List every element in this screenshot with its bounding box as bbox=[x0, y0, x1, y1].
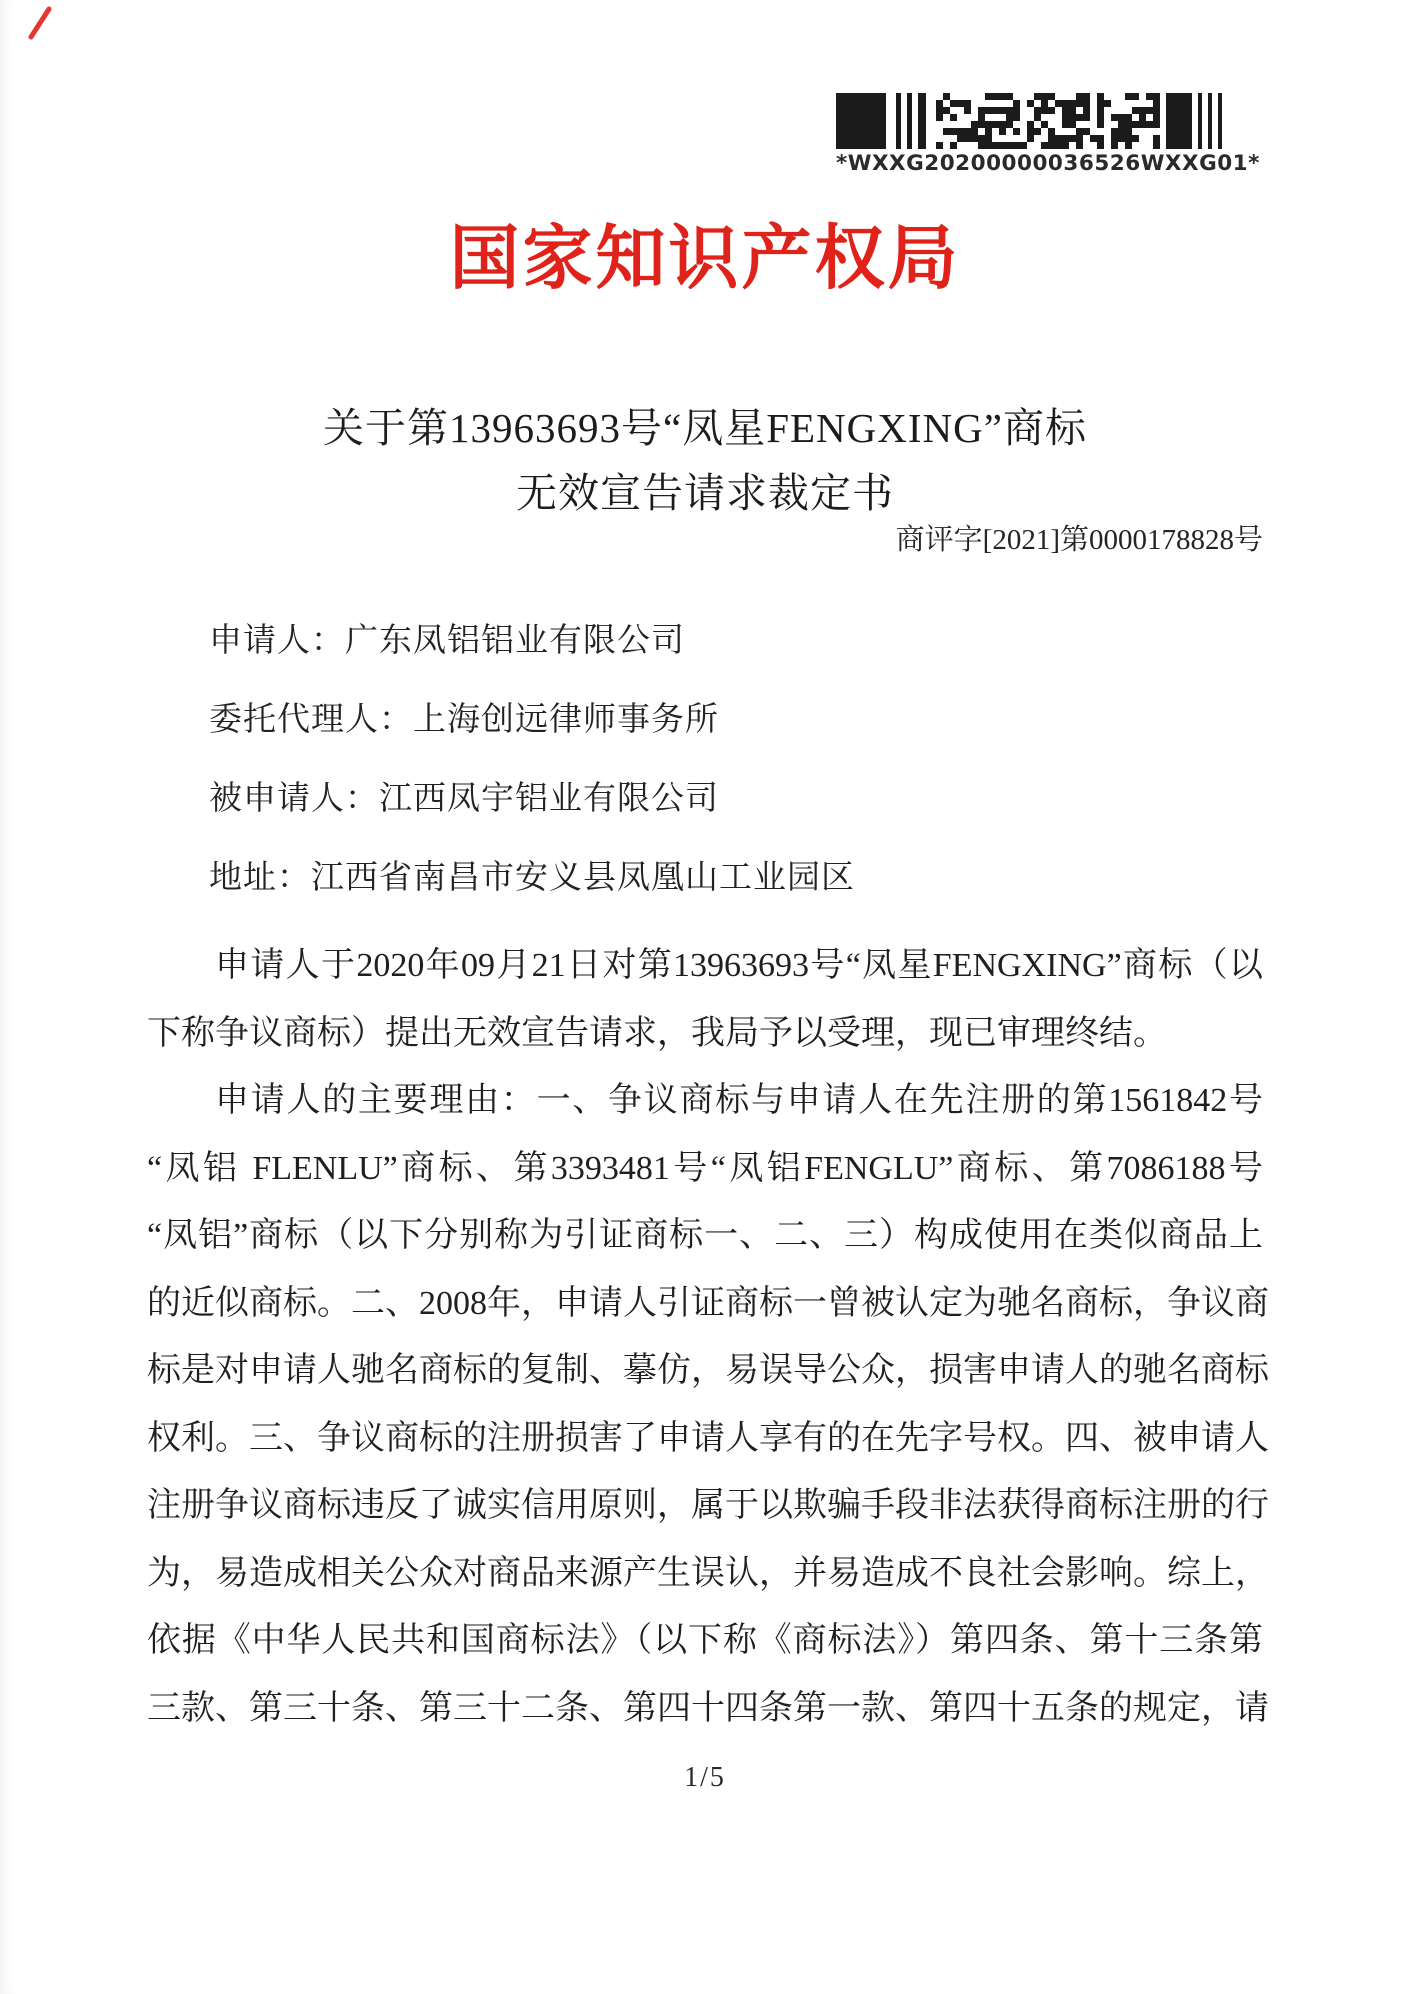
document-title bbox=[147, 396, 1263, 526]
body-text bbox=[147, 932, 1269, 1742]
agent-line: 委托代理人：上海创远律师事务所 bbox=[209, 702, 719, 738]
body-line: 依据《中华人民共和国商标法》（以下称《商标法》）第四条、第十三条第 bbox=[147, 1622, 1263, 1659]
applicant-line: 申请人：广东凤铝铝业有限公司 bbox=[209, 623, 685, 659]
barcode-label: *WXXG20200000036526WXXG01* bbox=[836, 151, 1260, 176]
body-line: “凤铝 FLENLU”商标、第3393481号“凤铝FENGLU”商标、第7086188号 bbox=[147, 1149, 1263, 1187]
address-line: 地址：江西省南昌市安义县凤凰山工业园区 bbox=[209, 860, 855, 896]
body-line: 申请人于2020年09月21日对第13963693号“凤星FENGXING”商标（以 bbox=[215, 947, 1263, 984]
barcode-block bbox=[836, 93, 1260, 176]
body-line: “凤铝”商标（以下分别称为引证商标一、二、三）构成使用在类似商品上 bbox=[147, 1217, 1263, 1254]
document-title-line1: 关于第13963693号“凤星FENGXING”商标 bbox=[323, 405, 1087, 451]
body-line: 三款、第三十条、第三十二条、第四十四条第一款、第四十五条的规定，请 bbox=[147, 1689, 1269, 1727]
document-title-line2: 无效宣告请求裁定书 bbox=[516, 470, 894, 516]
body-line: 为，易造成相关公众对商品来源产生误认，并易造成不良社会影响。综上， bbox=[147, 1554, 1269, 1592]
barcode-noise bbox=[936, 93, 1160, 149]
body-line: 权利。三、争议商标的注册损害了申请人享有的在先字号权。四、被申请人 bbox=[147, 1419, 1269, 1457]
red-pen-mark bbox=[22, 4, 56, 42]
body-line: 申请人的主要理由：一、争议商标与申请人在先注册的第1561842号 bbox=[215, 1082, 1263, 1119]
agency-title: 国家知识产权局 bbox=[449, 221, 961, 298]
parties-block bbox=[147, 602, 1263, 918]
body-line: 下称争议商标）提出无效宣告请求，我局予以受理，现已审理终结。 bbox=[147, 1014, 1167, 1052]
body-line: 注册争议商标违反了诚实信用原则，属于以欺骗手段非法获得商标注册的行 bbox=[147, 1487, 1269, 1524]
body-line: 标是对申请人驰名商标的复制、摹仿，易误导公众，损害申请人的驰名商标 bbox=[147, 1352, 1269, 1389]
body-line: 的近似商标。二、2008年，申请人引证商标一曾被认定为驰名商标，争议商 bbox=[147, 1284, 1269, 1322]
page-number: 1/5 bbox=[684, 1762, 726, 1793]
barcode-icon bbox=[836, 93, 1228, 149]
respondent-line: 被申请人：江西凤宇铝业有限公司 bbox=[209, 781, 719, 817]
document-number: 商评字[2021]第0000178828号 bbox=[895, 524, 1263, 556]
